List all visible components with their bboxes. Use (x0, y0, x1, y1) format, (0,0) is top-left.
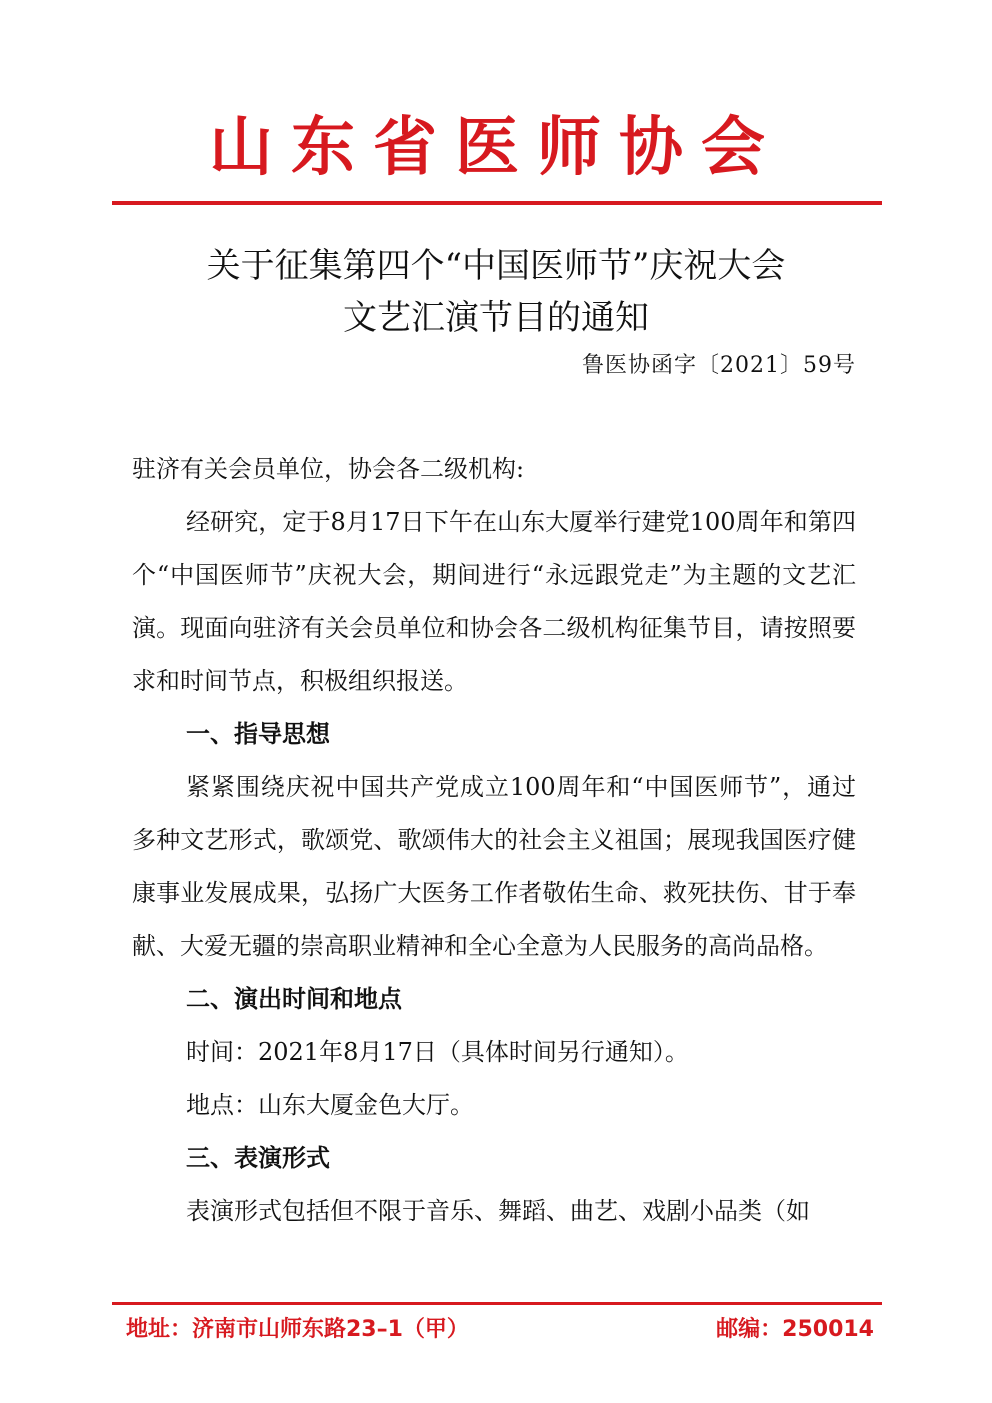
organization-letterhead: 山东省医师协会 (209, 111, 783, 185)
section-paragraph: 紧紧围绕庆祝中国共产党成立100周年和“中国医师节”，通过多种文艺形式，歌颂党、歌颂伟大的社会主义祖国；展现我国医疗健康事业发展成果，弘扬广大医务工作者敬佑生命、救死扶伤、甘于奉献、大爱无疆的崇高职业精神和全心全意为人民服务的高尚品格。 (132, 773, 856, 960)
document-number: 鲁医协函字〔2021〕59号 (582, 353, 856, 378)
footer-divider (112, 1302, 882, 1305)
section-heading-guiding-ideology: 一、指导思想 (186, 720, 330, 748)
section-heading-time-and-place: 二、演出时间和地点 (186, 985, 402, 1013)
letterhead-divider (112, 201, 882, 205)
section-paragraph-place: 地点：山东大厦金色大厅。 (186, 1091, 474, 1119)
document-title-line-1: 关于征集第四个“中国医师节”庆祝大会 (206, 246, 786, 286)
section-heading-performance-forms: 三、表演形式 (186, 1144, 330, 1172)
footer-postcode: 邮编：250014 (716, 1317, 874, 1342)
section-paragraph: 表演形式包括但不限于音乐、舞蹈、曲艺、戏剧小品类（如 (186, 1197, 810, 1225)
footer-address: 地址：济南市山师东路23–1（甲） (126, 1317, 469, 1342)
document-title (0, 240, 992, 344)
intro-paragraph: 经研究，定于8月17日下午在山东大厦举行建党100周年和第四个“中国医师节”庆祝大会，期间进行“永远跟党走”为主题的文艺汇演。现面向驻济有关会员单位和协会各二级机构征集节目，请按照要求和时间节点，积极组织报送。 (132, 508, 856, 695)
section-paragraph-time: 时间：2021年8月17日（具体时间另行通知）。 (186, 1038, 689, 1066)
document-title-line-2: 文艺汇演节目的通知 (343, 298, 649, 338)
salutation: 驻济有关会员单位，协会各二级机构: (132, 455, 525, 483)
document-body (132, 443, 856, 1238)
